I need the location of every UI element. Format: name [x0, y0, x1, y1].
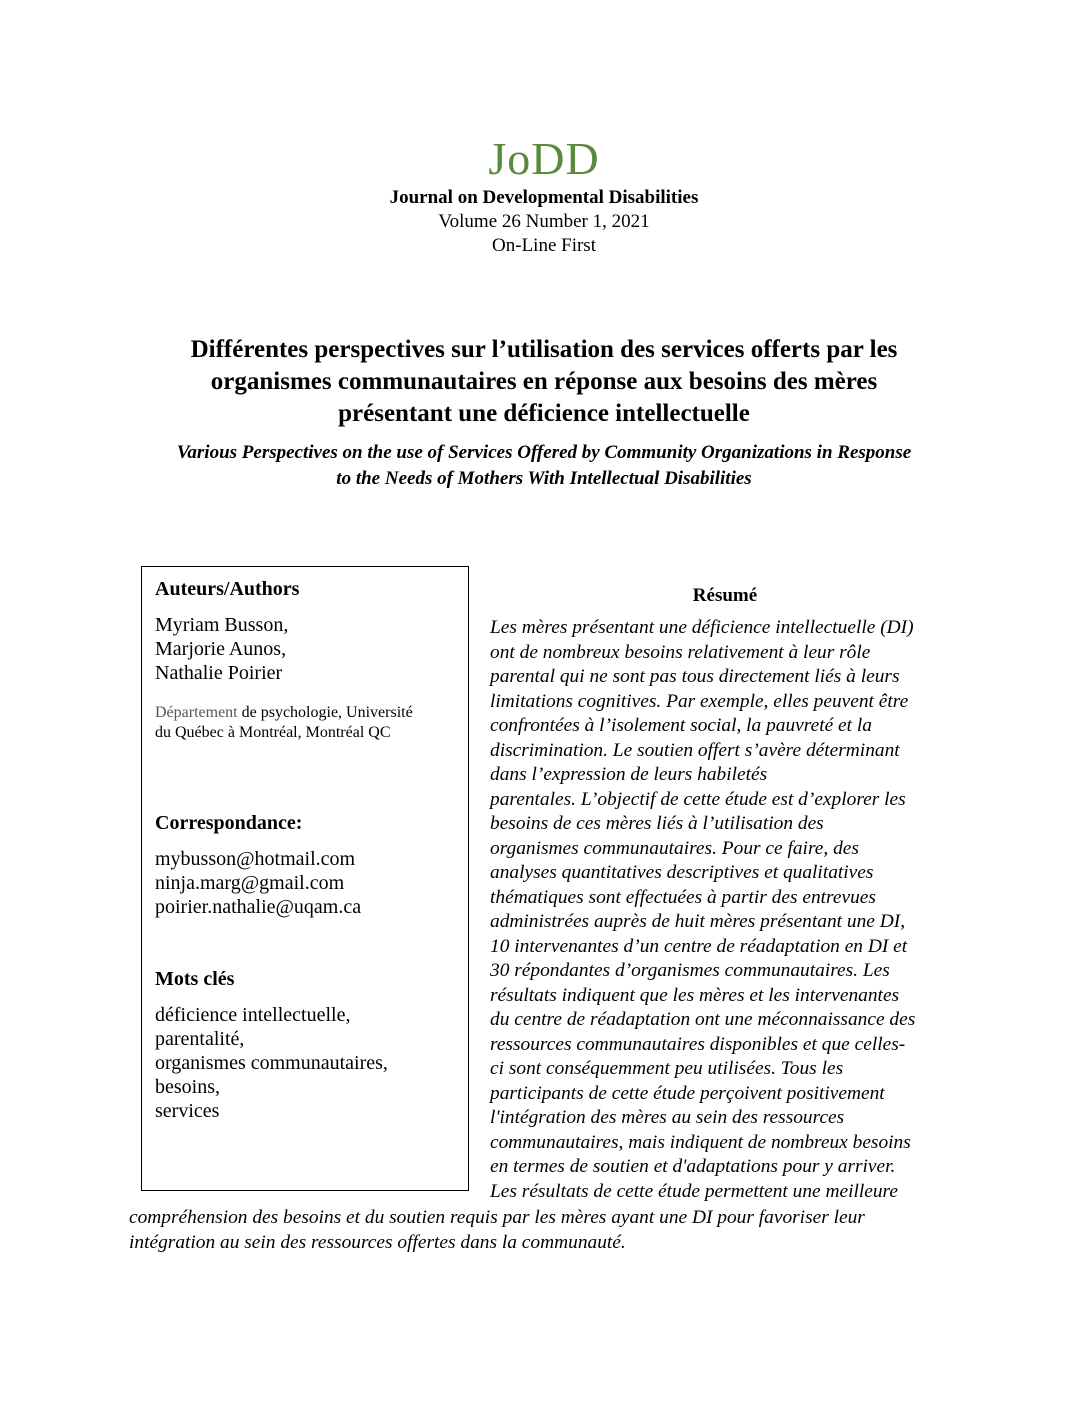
author-info-box [141, 566, 469, 1191]
abstract-body [490, 616, 960, 1204]
abstract-line: résultats indiquent que les mères et les intervenantes [490, 984, 900, 1006]
keyword-list [155, 1003, 455, 1123]
title-en-line: Various Perspectives on the use of Services Offered by Community Organizations in Response [176, 442, 912, 463]
abstract-line: discrimination. Le soutien offert s’avère déterminant [490, 739, 900, 761]
abstract-line: confrontées à l’isolement social, la pauvreté et la [490, 715, 872, 736]
author-name: Marjorie Aunos, [155, 638, 287, 660]
abstract-line: Les résultats de cette étude permettent une meilleure [490, 1180, 898, 1202]
abstract-line: intégration au sein des ressources offertes dans la communauté. [129, 1231, 626, 1253]
abstract-line: administrées auprès de huit mères présentant une DI, [490, 911, 906, 932]
abstract-line: communautaires, mais indiquent de nombreux besoins [490, 1131, 911, 1153]
keyword: services [155, 1100, 220, 1122]
abstract-line: besoins de ces mères liés à l’utilisation des [490, 813, 824, 834]
keyword: déficience intellectuelle, [155, 1004, 351, 1026]
abstract-line: 30 répondantes d’organismes communautaires. Les [490, 960, 890, 981]
abstract-line: en termes de soutien et d'adaptations pour y arriver. [490, 1156, 896, 1177]
abstract-line: limitations cognitives. Par exemple, elles peuvent être [490, 690, 909, 712]
abstract-line: parentales. L’objectif de cette étude est d’explorer les [490, 788, 906, 810]
abstract-line: parental qui ne sont pas tous directement liés à leurs [490, 666, 900, 687]
abstract-line: thématiques sont effectuées à partir des entrevues [490, 886, 876, 908]
online-first-label: On-Line First [492, 235, 596, 256]
article-title-english [110, 440, 978, 492]
affiliation-text: de psychologie, Université [237, 704, 413, 721]
abstract-line: organismes communautaires. Pour ce faire, des [490, 837, 859, 859]
author-affiliation [155, 703, 455, 743]
email-list [155, 847, 455, 919]
affiliation-department: Département [155, 704, 238, 721]
affiliation-text: du Québec à Montréal, Montréal QC [155, 724, 391, 741]
keyword: organismes communautaires, [155, 1052, 388, 1074]
email-address: ninja.marg@gmail.com [155, 872, 345, 894]
journal-volume: Volume 26 Number 1, 2021 [438, 211, 650, 232]
abstract-line: analyses quantitatives descriptives et qualitatives [490, 862, 874, 883]
abstract-line: ressources communautaires disponibles et que celles- [490, 1033, 906, 1055]
abstract-line: ont de nombreux besoins relativement à leur rôle [490, 641, 871, 663]
journal-logo: JoDD [488, 133, 600, 184]
title-fr-line: présentant une déficience intellectuelle [338, 400, 750, 427]
abstract-line: Les mères présentant une déficience intellectuelle (DI) [490, 617, 914, 638]
keyword: besoins, [155, 1076, 220, 1098]
author-name: Myriam Busson, [155, 614, 289, 636]
abstract-line: l'intégration des mères au sein des ressources [490, 1107, 845, 1128]
journal-masthead [0, 132, 1088, 258]
keywords-heading: Mots clés [155, 968, 235, 990]
abstract-line: du centre de réadaptation ont une méconnaissance des [490, 1009, 916, 1030]
title-fr-line: organismes communautaires en réponse aux besoins des mères [210, 368, 878, 395]
author-list [155, 613, 455, 685]
abstract-line: compréhension des besoins et du soutien requis par les mères ayant une DI pour favoriser leur [129, 1207, 865, 1228]
abstract-heading: Résumé [692, 585, 758, 606]
article-title-french [110, 334, 978, 430]
title-en-line: to the Needs of Mothers With Intellectual Disabilities [336, 468, 752, 489]
journal-name: Journal on Developmental Disabilities [389, 187, 699, 208]
abstract-continuation [129, 1206, 969, 1255]
keyword: parentalité, [155, 1028, 245, 1050]
abstract-line: ci sont conséquemment peu utilisées. Tous les [490, 1058, 844, 1079]
abstract-line: dans l’expression de leurs habiletés [490, 764, 768, 785]
correspondance-heading: Correspondance: [155, 812, 303, 834]
abstract-line: 10 intervenantes d’un centre de réadaptation en DI et [490, 935, 908, 957]
abstract-line: participants de cette étude perçoivent positivement [490, 1082, 885, 1104]
author-name: Nathalie Poirier [155, 662, 283, 684]
email-address: poirier.nathalie@uqam.ca [155, 896, 362, 918]
email-address: mybusson@hotmail.com [155, 848, 356, 870]
authors-heading: Auteurs/Authors [155, 578, 300, 600]
title-fr-line: Différentes perspectives sur l’utilisation des services offerts par les [190, 336, 898, 363]
